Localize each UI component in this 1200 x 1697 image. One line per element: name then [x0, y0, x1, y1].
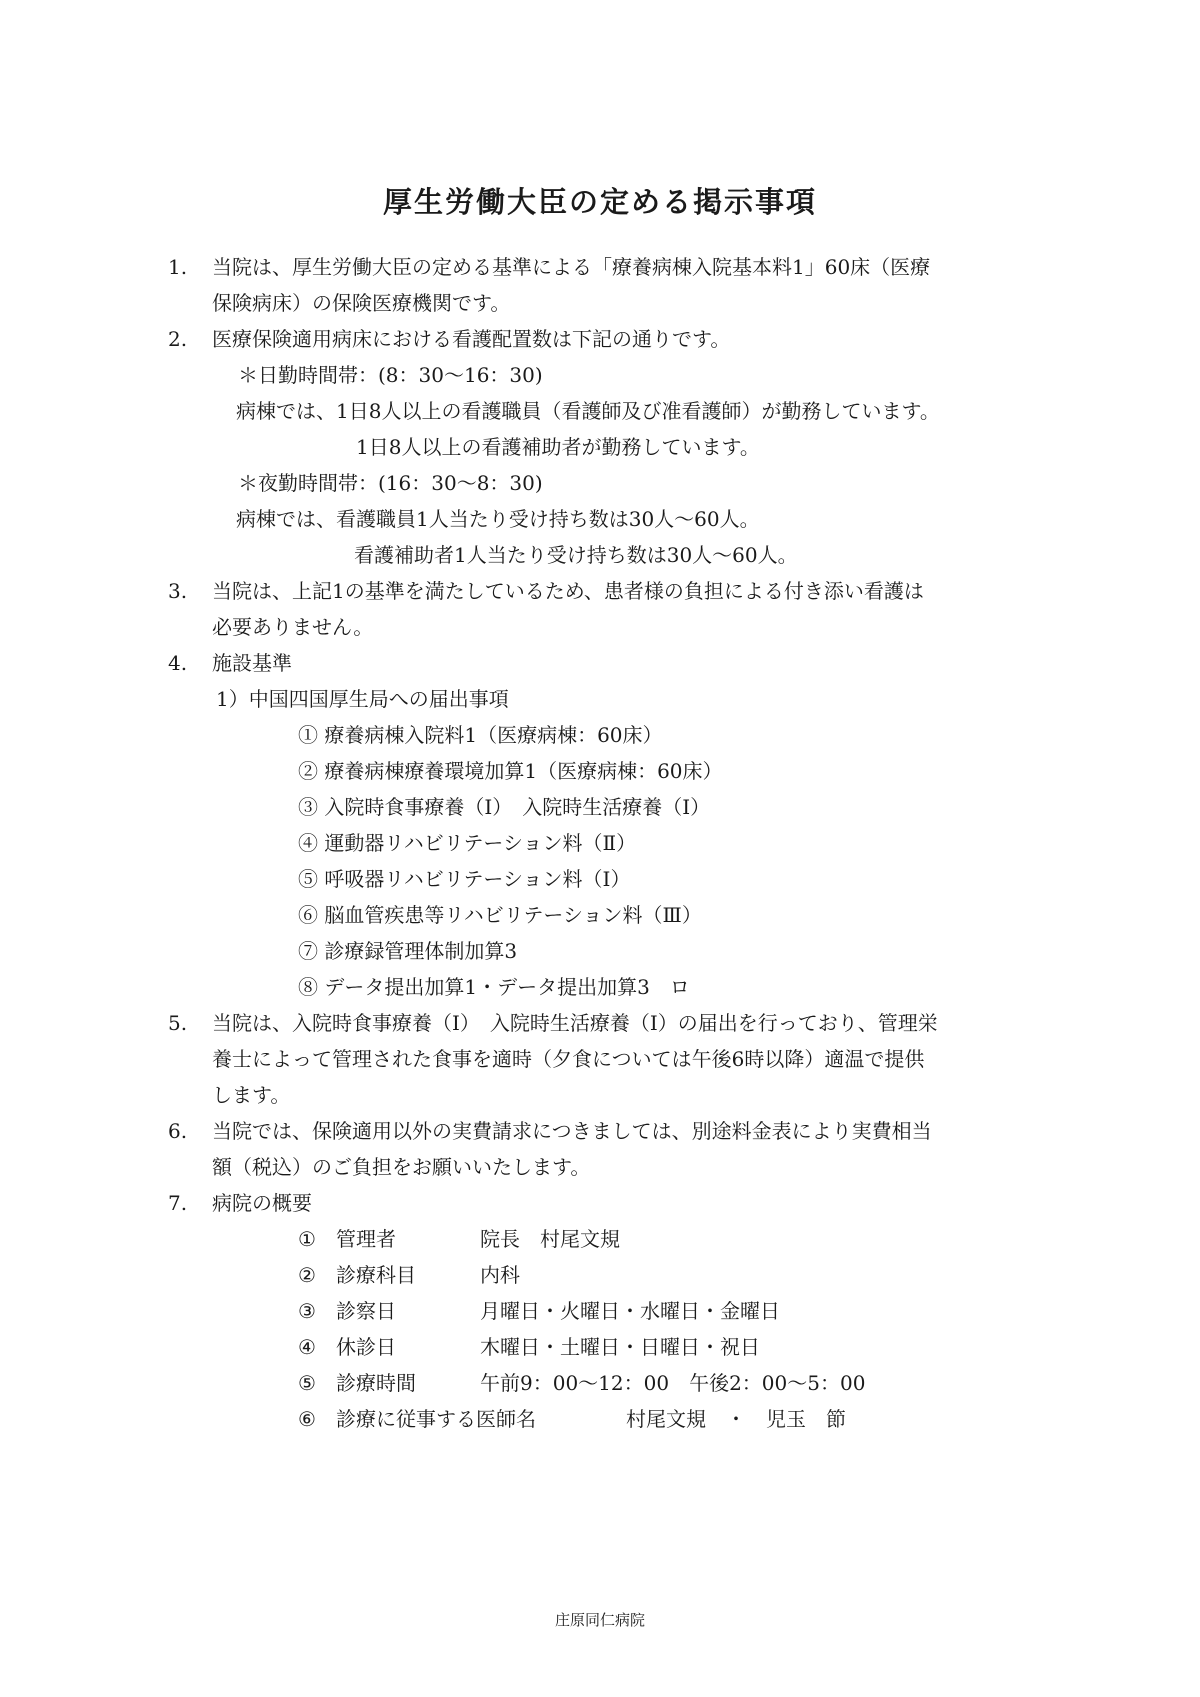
night-shift-nurses: 病棟では、看護職員1人当たり受け持ち数は30人〜60人。	[236, 507, 760, 531]
facility-item: ⑧ データ提出加算1・データ提出加算3 ロ	[298, 975, 690, 999]
overview-value: 村尾文規 ・ 児玉 節	[626, 1407, 846, 1431]
overview-mark: ⑥	[298, 1407, 316, 1431]
item-4-number: 4.	[168, 651, 188, 675]
item-1-line-1: 当院は、厚生労働大臣の定める基準による「療養病棟入院基本料1」60床（医療	[212, 255, 931, 279]
item-5-line-3: します。	[212, 1083, 291, 1107]
item-7-number: 7.	[168, 1191, 188, 1215]
facility-item: ③ 入院時食事療養（Ⅰ） 入院時生活療養（Ⅰ）	[298, 795, 711, 819]
item-2-line-1: 医療保険適用病床における看護配置数は下記の通りです。	[212, 327, 731, 351]
item-6-line-1: 当院では、保険適用以外の実費請求につきましては、別途料金表により実費相当	[212, 1119, 932, 1143]
item-2-number: 2.	[168, 327, 188, 351]
facility-item: ⑦ 診療録管理体制加算3	[298, 939, 518, 963]
night-shift-assistants: 看護補助者1人当たり受け持ち数は30人〜60人。	[354, 543, 798, 567]
item-6-number: 6.	[168, 1119, 188, 1143]
facility-item: ⑥ 脳血管疾患等リハビリテーション料（Ⅲ）	[298, 903, 702, 927]
item-5-line-1: 当院は、入院時食事療養（Ⅰ） 入院時生活療養（Ⅰ）の届出を行っており、管理栄	[212, 1011, 938, 1035]
overview-value: 院長 村尾文規	[480, 1227, 620, 1251]
item-3-number: 3.	[168, 579, 188, 603]
overview-label: 管理者	[336, 1227, 396, 1251]
overview-mark: ④	[298, 1335, 316, 1359]
overview-value: 月曜日・火曜日・水曜日・金曜日	[480, 1299, 780, 1323]
overview-value: 木曜日・土曜日・日曜日・祝日	[480, 1335, 760, 1359]
item-1-line-2: 保険病床）の保険医療機関です。	[212, 291, 511, 315]
night-shift-heading: ＊夜勤時間帯：(16：30〜8：30)	[238, 471, 543, 495]
overview-label: 診療に従事する医師名	[336, 1407, 536, 1431]
footer-hospital-name: 庄原同仁病院	[554, 1611, 645, 1629]
item-5-number: 5.	[168, 1011, 188, 1035]
item-3-line-1: 当院は、上記1の基準を満たしているため、患者様の負担による付き添い看護は	[212, 579, 924, 603]
day-shift-heading: ＊日勤時間帯：(8：30〜16：30)	[238, 363, 543, 387]
facility-item: ④ 運動器リハビリテーション料（Ⅱ）	[298, 831, 637, 855]
overview-mark: ①	[298, 1227, 316, 1251]
facility-item: ② 療養病棟療養環境加算1（医療病棟：60床）	[298, 759, 723, 783]
overview-mark: ③	[298, 1299, 316, 1323]
item-4-line-1: 施設基準	[212, 651, 292, 675]
overview-label: 診察日	[336, 1299, 396, 1323]
page-title: 厚生労働大臣の定める掲示事項	[382, 185, 817, 219]
overview-value: 午前9：00〜12：00 午後2：00〜5：00	[480, 1371, 866, 1395]
item-3-line-2: 必要ありません。	[212, 615, 374, 639]
item-1-number: 1.	[168, 255, 188, 279]
overview-mark: ⑤	[298, 1371, 316, 1395]
item-5-line-2: 養士によって管理された食事を適時（夕食については午後6時以降）適温で提供	[212, 1047, 925, 1071]
overview-mark: ②	[298, 1263, 316, 1287]
overview-label: 休診日	[336, 1335, 396, 1359]
item-6-line-2: 額（税込）のご負担をお願いいたします。	[212, 1155, 591, 1179]
overview-label: 診療時間	[336, 1371, 416, 1395]
facility-sub-heading: 1）中国四国厚生局への届出事項	[216, 687, 509, 711]
day-shift-nurses: 病棟では、1日8人以上の看護職員（看護師及び准看護師）が勤務しています。	[236, 399, 940, 423]
overview-label: 診療科目	[336, 1263, 416, 1287]
facility-item: ① 療養病棟入院料1（医療病棟：60床）	[298, 723, 663, 747]
overview-value: 内科	[480, 1263, 520, 1287]
day-shift-assistants: 1日8人以上の看護補助者が勤務しています。	[356, 435, 760, 459]
item-7-line-1: 病院の概要	[212, 1191, 312, 1215]
facility-item: ⑤ 呼吸器リハビリテーション料（Ⅰ）	[298, 867, 631, 891]
